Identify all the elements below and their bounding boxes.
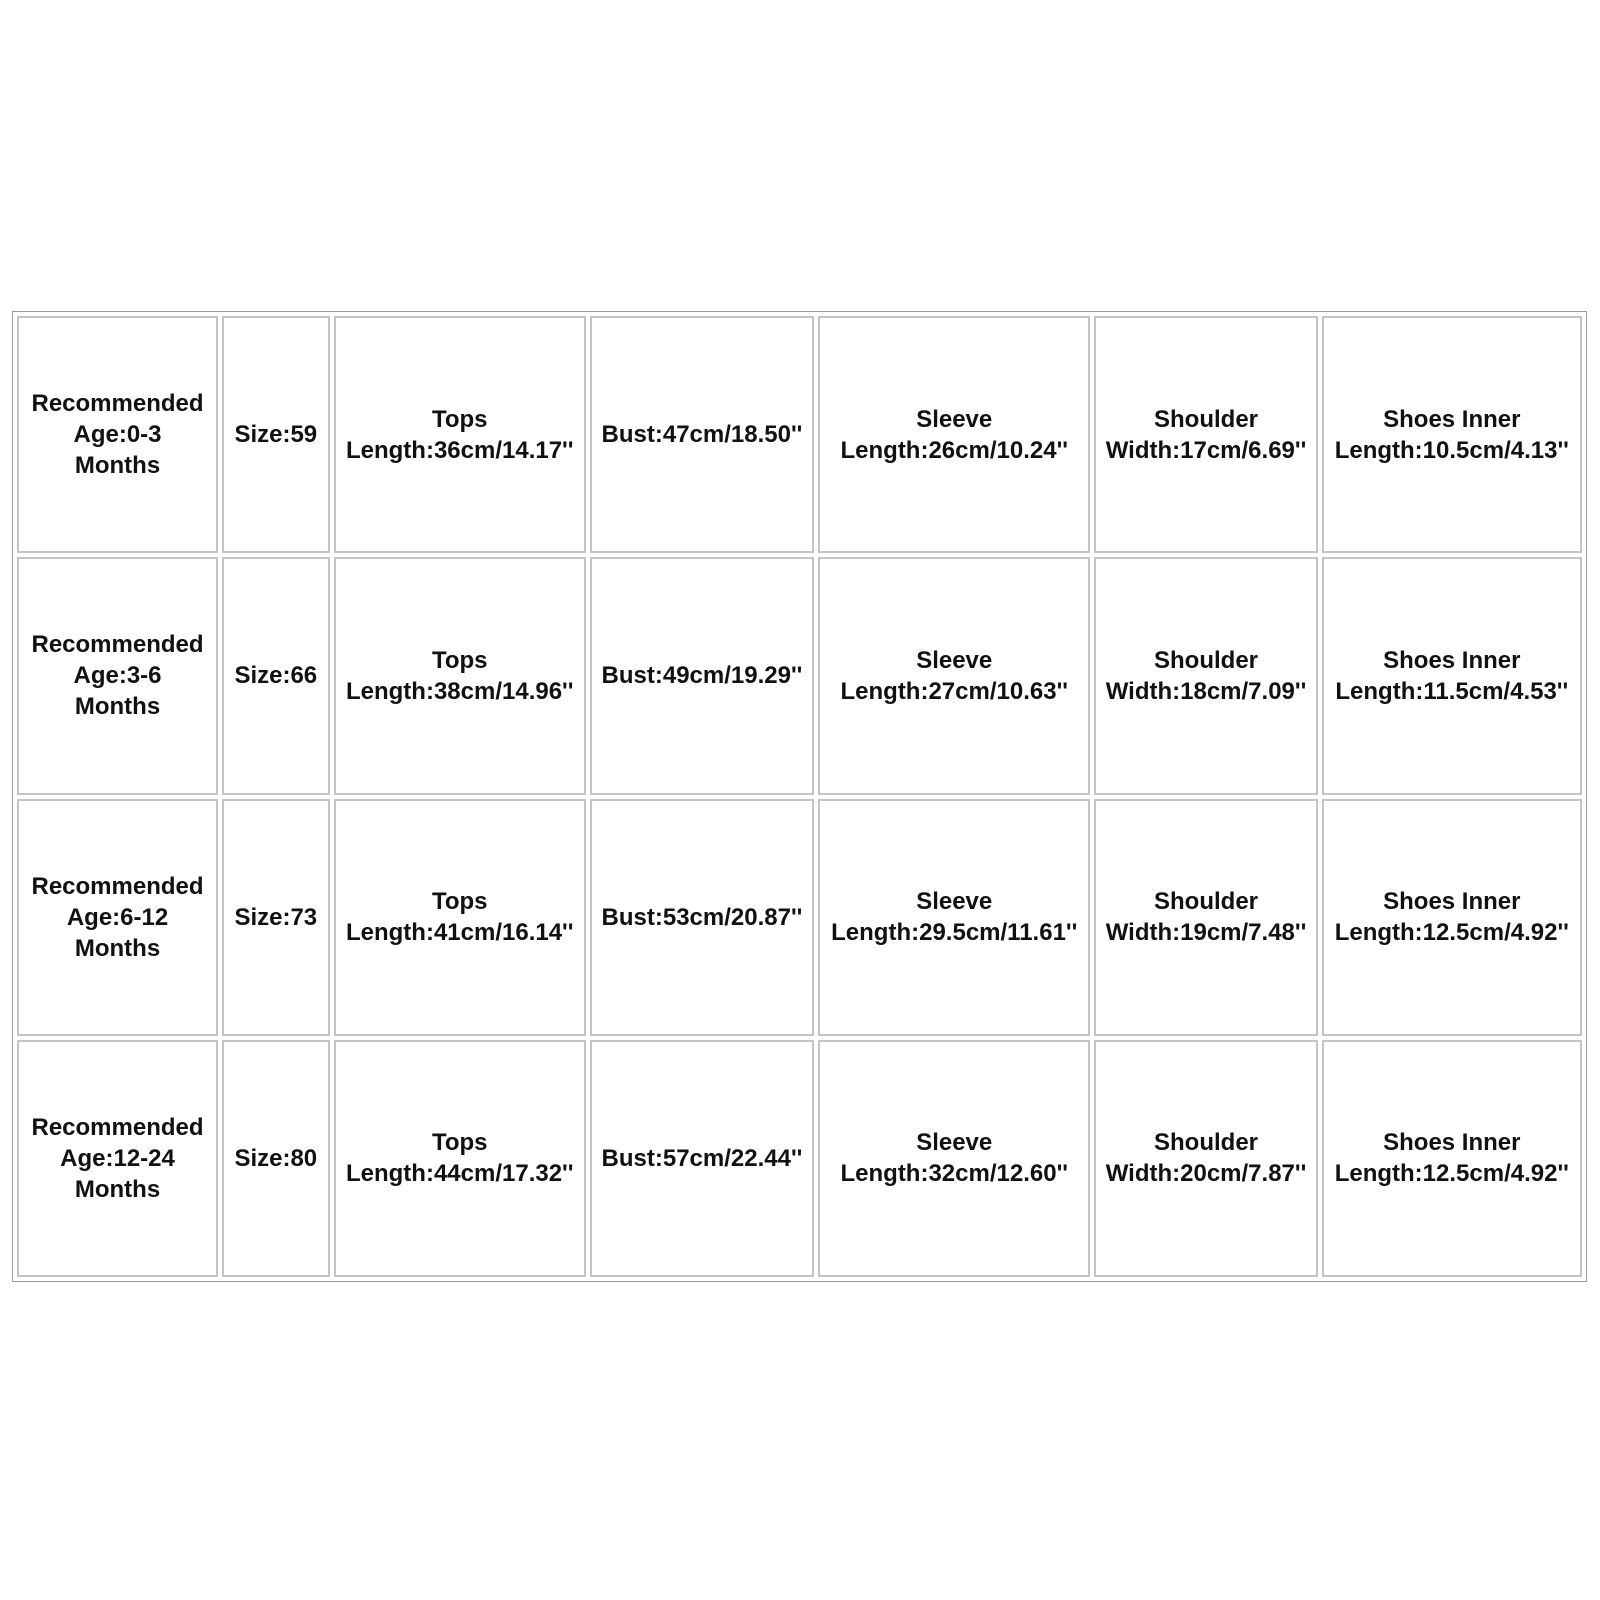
size-cell (222, 557, 330, 794)
bust-cell (590, 557, 814, 794)
cell-line: Length:32cm/12.60'' (840, 1160, 1068, 1188)
cell-line: Length:44cm/17.32'' (345, 1160, 574, 1188)
table-row (17, 316, 1582, 553)
table-row (17, 1040, 1582, 1277)
table-row (17, 799, 1582, 1036)
cell-line: Shoes Inner (1383, 888, 1521, 916)
cell-line: Size:59 (234, 421, 318, 449)
cell-line: Size:73 (234, 903, 318, 931)
shoulder-width-cell (1094, 1040, 1317, 1277)
shoes-inner-length-cell (1322, 799, 1582, 1036)
shoes-inner-length-cell (1322, 557, 1582, 794)
cell-line: Bust:57cm/22.44'' (601, 1144, 803, 1172)
cell-line: Length:41cm/16.14'' (345, 919, 574, 947)
size-cell (222, 316, 330, 553)
cell-line: Age:6-12 (66, 903, 169, 931)
cell-line: Tops (431, 646, 488, 674)
cell-line: Length:36cm/14.17'' (345, 436, 574, 464)
size-chart-body (17, 316, 1582, 1277)
cell-line: Length:10.5cm/4.13'' (1334, 436, 1569, 464)
cell-line: Tops (431, 1129, 488, 1157)
table-row (17, 557, 1582, 794)
cell-line: Shoulder (1154, 405, 1259, 433)
shoes-inner-length-cell (1322, 316, 1582, 553)
cell-line: Months (74, 693, 161, 721)
cell-line: Length:12.5cm/4.92'' (1334, 919, 1569, 947)
tops-length-cell (334, 557, 586, 794)
size-cell (222, 1040, 330, 1277)
cell-line: Recommended (31, 1113, 204, 1141)
shoulder-width-cell (1094, 316, 1317, 553)
age-cell (17, 1040, 218, 1277)
cell-line: Tops (431, 405, 488, 433)
cell-line: Size:80 (234, 1144, 318, 1172)
age-cell (17, 799, 218, 1036)
sleeve-length-cell (818, 557, 1090, 794)
cell-line: Sleeve (916, 888, 993, 916)
cell-line: Shoes Inner (1383, 405, 1521, 433)
size-chart-table (12, 311, 1587, 1282)
cell-line: Length:29.5cm/11.61'' (831, 919, 1078, 947)
cell-line: Age:12-24 (60, 1144, 175, 1172)
sleeve-length-cell (818, 1040, 1090, 1277)
cell-line: Width:19cm/7.48'' (1105, 919, 1307, 947)
cell-line: Bust:47cm/18.50'' (601, 421, 803, 449)
age-cell (17, 557, 218, 794)
cell-line: Months (74, 934, 161, 962)
age-cell (17, 316, 218, 553)
shoulder-width-cell (1094, 799, 1317, 1036)
cell-line: Bust:49cm/19.29'' (601, 662, 803, 690)
cell-line: Width:18cm/7.09'' (1105, 677, 1307, 705)
cell-line: Shoes Inner (1383, 646, 1521, 674)
cell-line: Length:11.5cm/4.53'' (1335, 677, 1569, 705)
cell-line: Shoes Inner (1383, 1129, 1521, 1157)
bust-cell (590, 316, 814, 553)
cell-line: Sleeve (916, 646, 993, 674)
cell-line: Months (74, 452, 161, 480)
shoes-inner-length-cell (1322, 1040, 1582, 1277)
cell-line: Recommended (31, 872, 204, 900)
cell-line: Length:38cm/14.96'' (345, 677, 574, 705)
size-cell (222, 799, 330, 1036)
cell-line: Shoulder (1154, 1129, 1259, 1157)
cell-line: Shoulder (1154, 646, 1259, 674)
cell-line: Length:26cm/10.24'' (840, 436, 1068, 464)
cell-line: Shoulder (1154, 888, 1259, 916)
cell-line: Recommended (31, 390, 204, 418)
cell-line: Size:66 (234, 662, 318, 690)
cell-line: Sleeve (916, 405, 993, 433)
cell-line: Age:3-6 (73, 662, 162, 690)
cell-line: Bust:53cm/20.87'' (601, 903, 803, 931)
tops-length-cell (334, 799, 586, 1036)
bust-cell (590, 799, 814, 1036)
cell-line: Sleeve (916, 1129, 993, 1157)
cell-line: Length:12.5cm/4.92'' (1334, 1160, 1569, 1188)
tops-length-cell (334, 316, 586, 553)
cell-line: Width:20cm/7.87'' (1105, 1160, 1307, 1188)
tops-length-cell (334, 1040, 586, 1277)
shoulder-width-cell (1094, 557, 1317, 794)
cell-line: Tops (431, 888, 488, 916)
sleeve-length-cell (818, 316, 1090, 553)
cell-line: Months (74, 1175, 161, 1203)
cell-line: Length:27cm/10.63'' (840, 677, 1068, 705)
cell-line: Width:17cm/6.69'' (1105, 436, 1307, 464)
bust-cell (590, 1040, 814, 1277)
cell-line: Age:0-3 (73, 421, 162, 449)
sleeve-length-cell (818, 799, 1090, 1036)
cell-line: Recommended (31, 631, 204, 659)
